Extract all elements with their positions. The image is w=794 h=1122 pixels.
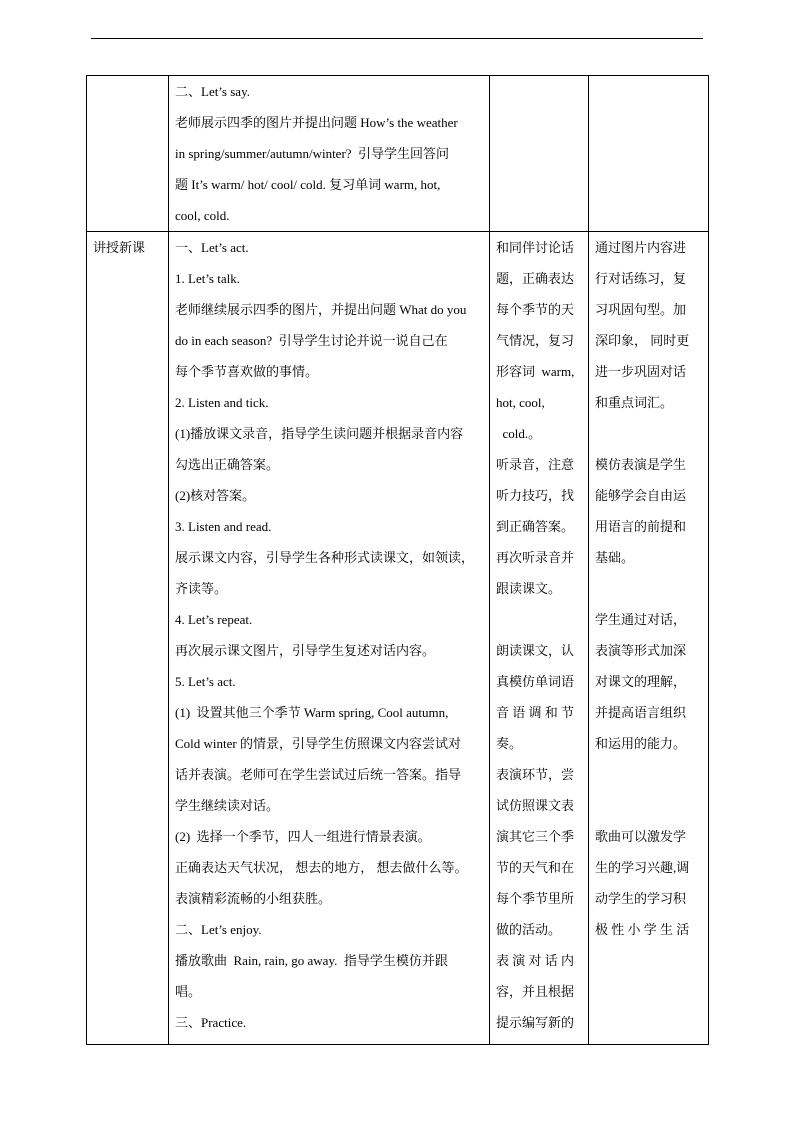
text-line: 习巩固句型。加 (595, 302, 687, 317)
text-line: 形容词 warm, (496, 364, 575, 379)
text-line: hot, cool, (496, 395, 545, 410)
text-line: 学生通过对话， (595, 612, 687, 627)
text-line: 节的天气和在 (496, 860, 575, 875)
text-line: 播放歌曲 Rain, rain, go away. 指导学生模仿并跟 (175, 953, 448, 968)
text-line: 朗读课文，认 (496, 643, 575, 658)
text-line: 勾选出正确答案。 (175, 457, 280, 472)
text-line: 再次展示课文图片，引导学生复述对话内容。 (175, 643, 436, 658)
text-line: 容，并且根据 (496, 984, 575, 999)
student-activity-group (496, 232, 582, 604)
text-line: in spring/summer/autumn/winter? 引导学生回答问 (175, 146, 450, 161)
design-purpose-group (595, 821, 702, 945)
text-line: 生的学习兴趣,调 (595, 860, 690, 875)
text-line: 歌曲可以激发学 (595, 829, 687, 844)
text-line: cold.。 (496, 426, 542, 441)
text-line: 表 演 对 话 内 (496, 953, 575, 968)
text-line: 每个季节喜欢做的事情。 (175, 364, 319, 379)
text-line: Cold winter 的情景，引导学生仿照课文内容尝试对 (175, 736, 461, 751)
text-line: 二、Let’s say. (175, 84, 250, 99)
text-line: 三、Practice. (175, 1015, 247, 1030)
text-line: 表演环节，尝 (496, 767, 575, 782)
design-purpose-group (595, 604, 702, 759)
table-row (87, 76, 709, 232)
table-row (87, 232, 709, 1045)
text-line: 听录音，注意 (496, 457, 575, 472)
text-line: 5. Let’s act. (175, 674, 236, 689)
text-line: 每个季节里所 (496, 891, 575, 906)
lesson-plan-table (86, 75, 709, 1045)
text-line: 通过图片内容进 (595, 240, 687, 255)
stage-cell (87, 76, 169, 232)
text-line: 题，正确表达 (496, 271, 575, 286)
text-line: 再次听录音并 (496, 550, 575, 565)
text-line: cool, cold. (175, 208, 230, 223)
text-line: 到正确答案。 (496, 519, 575, 534)
text-line: 做的活动。 (496, 922, 562, 937)
text-line: 2. Listen and tick. (175, 395, 269, 410)
text-line: 齐读等。 (175, 581, 228, 596)
text-line: 题 It’s warm/ hot/ cool/ cold. 复习单词 warm, hot, (175, 177, 441, 192)
text-line: (2)核对答案。 (175, 488, 256, 503)
text-line: 老师展示四季的图片并提出问题 How’s the weather (175, 115, 458, 130)
text-line: 和运用的能力。 (595, 736, 687, 751)
student-activity-cell (490, 76, 589, 232)
text-line: 二、Let’s enjoy. (175, 922, 262, 937)
text-line: (1)播放课文录音，指导学生读问题并根据录音内容 (175, 426, 464, 441)
text-line: 老师继续展示四季的图片，并提出问题 What do you (175, 302, 467, 317)
text-line: 能够学会自由运 (595, 488, 687, 503)
design-purpose-cell (589, 232, 709, 1045)
text-line: 动学生的学习积 (595, 891, 687, 906)
text-line: 表演等形式加深 (595, 643, 687, 658)
text-line: 学生继续读对话。 (175, 798, 280, 813)
text-line: 1. Let’s talk. (175, 271, 240, 286)
design-purpose-group (595, 449, 702, 573)
text-line: 基础。 (595, 550, 635, 565)
stage-cell: 讲授新课 (87, 232, 169, 1045)
text-line: 音 语 调 和 节 (496, 705, 575, 720)
text-line: (1) 设置其他三个季节 Warm spring, Cool autumn, (175, 705, 449, 720)
text-line: do in each season? 引导学生讨论并说一说自己在 (175, 333, 448, 348)
text-line: 极 性 小 学 生 活 (595, 922, 690, 937)
text-line: 话并表演。老师可在学生尝试过后统一答案。指导 (175, 767, 462, 782)
text-line: 演其它三个季 (496, 829, 575, 844)
text-line: 深印象， 同时更 (595, 333, 690, 348)
text-line: 一、Let’s act. (175, 240, 249, 255)
text-line: 气情况，复习 (496, 333, 575, 348)
student-activity-group (496, 635, 582, 1038)
text-line: 跟读课文。 (496, 581, 562, 596)
text-line: 3. Listen and read. (175, 519, 272, 534)
text-line: 奏。 (496, 736, 523, 751)
design-purpose-cell (589, 76, 709, 232)
student-activity-cell (490, 232, 589, 1045)
text-line: 用语言的前提和 (595, 519, 687, 534)
text-line: 唱。 (175, 984, 202, 999)
text-line: 和重点词汇。 (595, 395, 674, 410)
text-line: 4. Let’s repeat. (175, 612, 253, 627)
text-line: 表演精彩流畅的小组获胜。 (175, 891, 332, 906)
header-rule (91, 38, 703, 39)
text-line: 展示课文内容，引导学生各种形式读课文，如领读， (175, 550, 475, 565)
text-line: 听力技巧，找 (496, 488, 575, 503)
text-line: 每个季节的天 (496, 302, 575, 317)
text-line: 试仿照课文表 (496, 798, 575, 813)
text-line: 提示编写新的 (496, 1015, 575, 1030)
text-line: 进一步巩固对话 (595, 364, 687, 379)
text-line: 并提高语言组织 (595, 705, 687, 720)
design-purpose-group (595, 232, 702, 418)
text-line: 正确表达天气状况， 想去的地方， 想去做什么等。 (175, 860, 468, 875)
text-line: 模仿表演是学生 (595, 457, 687, 472)
text-line: 行对话练习，复 (595, 271, 687, 286)
text-line: 对课文的理解， (595, 674, 687, 689)
teaching-content-cell (169, 76, 490, 232)
teaching-content-cell (169, 232, 490, 1045)
text-line: 和同伴讨论话 (496, 240, 575, 255)
text-line: 真模仿单词语 (496, 674, 575, 689)
text-line: (2) 选择一个季节，四人一组进行情景表演。 (175, 829, 431, 844)
